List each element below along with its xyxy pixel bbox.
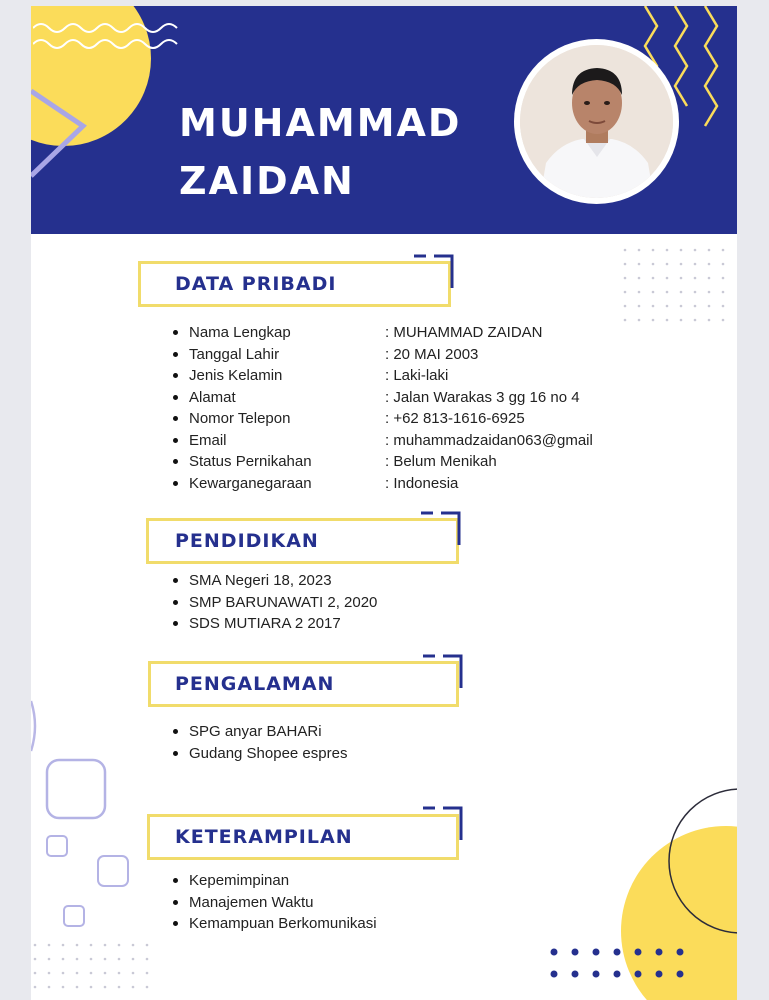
list-item: Kewarganegaraan : Indonesia (173, 473, 713, 495)
education-list (173, 570, 473, 635)
bracket-decoration (423, 652, 469, 696)
cv-page (31, 6, 737, 1000)
list-item: Gudang Shopee espres (173, 743, 473, 765)
personal-data-list (173, 322, 713, 494)
list-item: Manajemen Waktu (173, 892, 473, 914)
candidate-name (179, 94, 461, 210)
list-item: Email : muhammadzaidan063@gmail (173, 430, 713, 452)
profile-photo-frame (514, 39, 679, 204)
wave-lines-decoration (33, 14, 193, 54)
bracket-decoration (421, 509, 467, 553)
list-item: SDS MUTIARA 2 2017 (173, 613, 473, 635)
name-line-1: MUHAMMAD (179, 101, 462, 145)
bracket-decoration (414, 252, 460, 296)
dot-grid-decoration (621, 246, 733, 336)
list-item: SMP BARUNAWATI 2, 2020 (173, 592, 473, 614)
profile-photo (520, 45, 673, 198)
section-pengalaman-header (148, 661, 459, 707)
section-title-pendidikan: PENDIDIKAN (175, 530, 319, 552)
navy-dots-decoration (546, 944, 696, 988)
section-data-pribadi-header (138, 261, 451, 307)
rounded-squares-decoration (41, 754, 151, 934)
section-title-keterampilan: KETERAMPILAN (175, 826, 353, 848)
bracket-decoration (423, 804, 469, 848)
left-arc-decoration (31, 696, 41, 756)
list-item: Status Pernikahan : Belum Menikah (173, 451, 713, 473)
list-item: Tanggal Lahir : 20 MAI 2003 (173, 344, 713, 366)
section-title-pengalaman: PENGALAMAN (175, 673, 335, 695)
list-item: Nomor Telepon : +62 813-1616-6925 (173, 408, 713, 430)
dot-grid-decoration-bottom (31, 941, 161, 1000)
header-banner (31, 6, 737, 234)
section-title-data-pribadi: DATA PRIBADI (175, 273, 337, 295)
section-pendidikan-header (146, 518, 459, 564)
triangle-outline-decoration (31, 86, 91, 186)
section-keterampilan-header (147, 814, 459, 860)
skills-list (173, 870, 473, 935)
list-item: Jenis Kelamin : Laki-laki (173, 365, 713, 387)
list-item: SPG anyar BAHARi (173, 721, 473, 743)
list-item: Nama Lengkap : MUHAMMAD ZAIDAN (173, 322, 713, 344)
list-item: SMA Negeri 18, 2023 (173, 570, 473, 592)
name-line-2: ZAIDAN (179, 159, 355, 203)
list-item: Kemampuan Berkomunikasi (173, 913, 473, 935)
list-item: Alamat : Jalan Warakas 3 gg 16 no 4 (173, 387, 713, 409)
experience-list (173, 721, 473, 764)
list-item: Kepemimpinan (173, 870, 473, 892)
